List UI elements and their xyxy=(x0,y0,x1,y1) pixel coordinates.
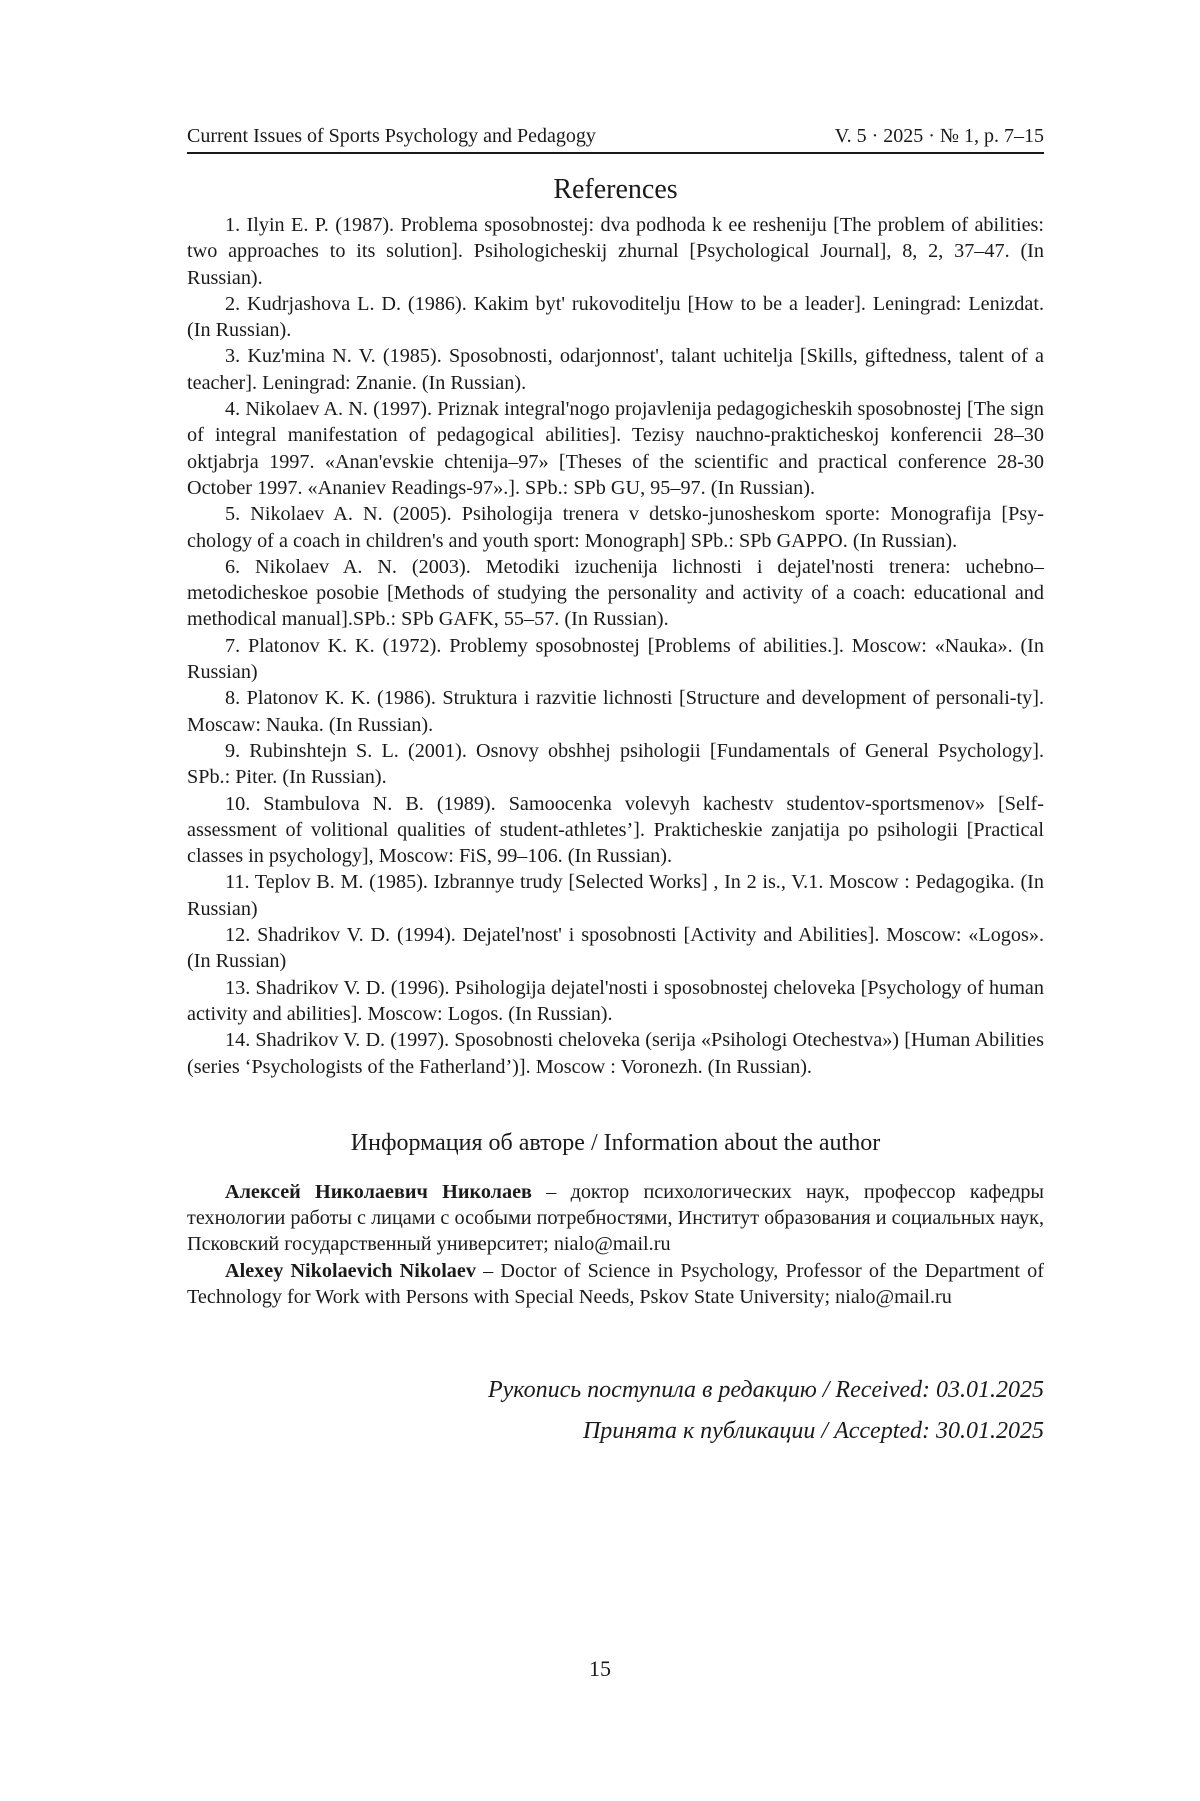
author-desc-en: – Doctor of Science in Psychology, Professor of the Department of Technology for Work with Persons with Special Needs, Pskov State University; nialo@mail.ru xyxy=(187,1260,1044,1308)
reference-item: 8. Platonov K. K. (1986). Struktura i razvitie lichnosti [Structure and development of personali-ty]. Moscaw: Nauka. (In Russian). xyxy=(187,685,1044,738)
page-content xyxy=(187,125,1044,1452)
author-name-ru: Алексей Николаевич Николаев xyxy=(225,1181,532,1203)
reference-item: 12. Shadrikov V. D. (1994). Dejatel'nost' i sposobnosti [Activity and Abilities]. Moscow: «Logos». (In Russian) xyxy=(187,922,1044,975)
received-date: Рукопись поступила в редакцию / Received: 03.01.2025 xyxy=(187,1370,1044,1411)
reference-item: 6. Nikolaev A. N. (2003). Metodiki izuchenija lichnosti i dejatel'nosti trenera: uchebno–metodicheskoe posobie [Methods of studying the personality and activity of a coach: educational and methodical manual].SPb.: SPb GAFK, 55–57. (In Russian). xyxy=(187,554,1044,633)
manuscript-dates xyxy=(187,1370,1044,1452)
author-name-en: Alexey Nikolaevich Nikolaev xyxy=(225,1260,476,1282)
running-header xyxy=(187,125,1044,154)
reference-item: 7. Platonov K. K. (1972). Problemy sposobnostej [Problems of abilities.]. Moscow: «Nauka». (In Russian) xyxy=(187,633,1044,686)
author-info-en xyxy=(187,1258,1044,1311)
reference-item: 9. Rubinshtejn S. L. (2001). Osnovy obshhej psihologii [Fundamentals of General Psychology]. SPb.: Piter. (In Russian). xyxy=(187,738,1044,791)
author-desc-ru: – доктор психологических наук, профессор кафедры технологии работы с лицами с особыми потребностями, Институт образования и социальных наук, Псковский государственный университет; nialo@mail.ru xyxy=(187,1181,1044,1256)
author-info-ru xyxy=(187,1179,1044,1258)
reference-item: 11. Teplov B. M. (1985). Izbrannye trudy [Selected Works] , In 2 is., V.1. Moscow : Pedagogika. (In Russian) xyxy=(187,869,1044,922)
accepted-date: Принята к публикации / Accepted: 30.01.2025 xyxy=(187,1411,1044,1452)
page-number: 15 xyxy=(0,1656,1200,1682)
reference-item: 4. Nikolaev A. N. (1997). Priznak integral'nogo projavlenija pedagogicheskih sposobnostej [The sign of integral manifestation of pedagogical abilities]. Tezisy nauchno-prakticheskoj konferencii 28–30 oktjabrja 1997. «Anan'evskie chtenija–97» [Theses of the scientific and practical conference 28-30 October 1997. «Ananiev Readings-97».]. SPb.: SPb GU, 95–97. (In Russian). xyxy=(187,396,1044,501)
volume-info: V. 5 · 2025 · № 1, p. 7–15 xyxy=(835,125,1044,148)
journal-title: Current Issues of Sports Psychology and Pedagogy xyxy=(187,125,596,148)
reference-item: 1. Ilyin E. P. (1987). Problema sposobnostej: dva podhoda k ee resheniju [The problem of abilities: two approaches to its solution]. Psihologicheskij zhurnal [Psychological Journal], 8, 2, 37–47. (In Russian). xyxy=(187,212,1044,291)
reference-item: 10. Stambulova N. B. (1989). Samoocenka volevyh kachestv studentov-sportsmenov» [Self-assessment of volitional qualities of student-athletes’]. Prakticheskie zanjatija po psihologii [Practical classes in psychology], Moscow: FiS, 99–106. (In Russian). xyxy=(187,791,1044,870)
author-info-title: Информация об авторе / Information about the author xyxy=(187,1130,1044,1157)
reference-item: 14. Shadrikov V. D. (1997). Sposobnosti cheloveka (serija «Psihologi Otechestva») [Human Abilities (series ‘Psychologists of the Fatherland’)]. Moscow : Voronezh. (In Russian). xyxy=(187,1027,1044,1080)
references-title: References xyxy=(187,174,1044,206)
reference-item: 3. Kuz'mina N. V. (1985). Sposobnosti, odarjonnost', talant uchitelja [Skills, giftedness, talent of a teacher]. Leningrad: Znanie. (In Russian). xyxy=(187,343,1044,396)
reference-list xyxy=(187,212,1044,1080)
reference-item: 2. Kudrjashova L. D. (1986). Kakim byt' rukovoditelju [How to be a leader]. Leningrad: Lenizdat. (In Russian). xyxy=(187,291,1044,344)
reference-item: 5. Nikolaev A. N. (2005). Psihologija trenera v detsko-junosheskom sporte: Monografija [Psy-chology of a coach in children's and youth sport: Monograph] SPb.: SPb GAPPO. (In Russian). xyxy=(187,501,1044,554)
reference-item: 13. Shadrikov V. D. (1996). Psihologija dejatel'nosti i sposobnostej cheloveka [Psychology of human activity and abilities]. Moscow: Logos. (In Russian). xyxy=(187,975,1044,1028)
